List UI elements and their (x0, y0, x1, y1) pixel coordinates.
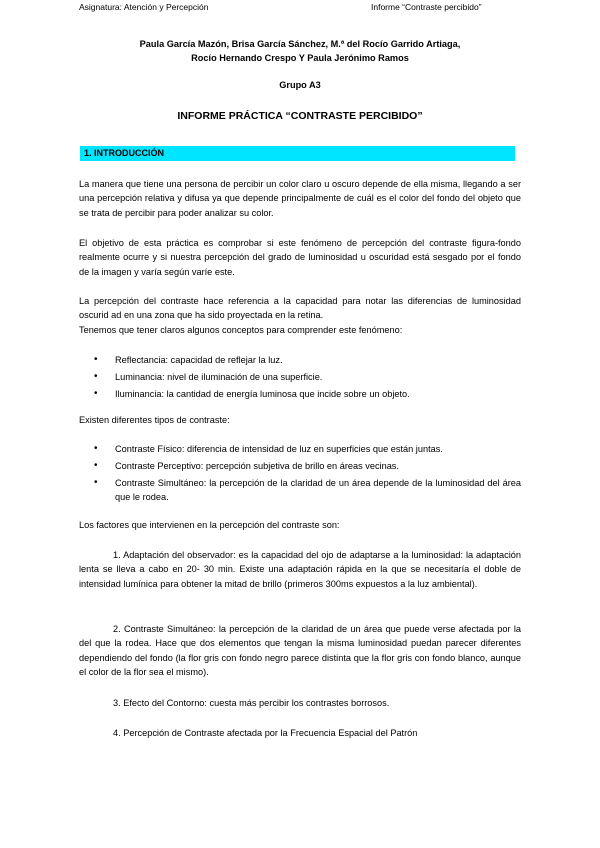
factor-3-contour: 3. Efecto del Contorno: cuesta más percibir los contrastes borrosos. (113, 698, 390, 708)
list-item: • Luminancia: nivel de iluminación de una superficie. (79, 370, 521, 384)
header-report-title: Informe “Contraste percibido” (371, 2, 482, 12)
paragraph-intro-1: La manera que tiene una persona de percibir un color claro u oscuro depende de ella misma, llegando a ser una percepción relativa y difusa ya que depende principalmente de cuál es el color del fondo del objeto que se trata de percibir para poder analizar su color. (79, 179, 521, 218)
factor-2-simultaneous-contrast: 2. Contraste Simultáneo: la percepción de la claridad de un área que puede verse afectada por la del que la rodea. Hace que dos elementos que tengan la misma luminosidad puedan parecer diferentes dependiendo del fondo (la flor gris con fondo negro parece distinta que la flor gris con fondo blanco, aunque el color de la flor sea el mismo). (79, 624, 521, 677)
paragraph-concepts-intro: Tenemos que tener claros algunos conceptos para comprender este fenómeno: (79, 324, 403, 335)
paragraph-contrast-definition (79, 294, 521, 337)
paragraph-factors-intro: Los factores que intervienen en la percepción del contraste son: (79, 520, 340, 530)
list-item: • Contraste Físico: diferencia de intensidad de luz en superficies que están juntas. (79, 442, 521, 456)
list-item: • Iluminancia: la cantidad de energía luminosa que incide sobre un objeto. (79, 387, 521, 401)
factor-4-spatial-frequency: 4. Percepción de Contraste afectada por la Frecuencia Espacial del Patrón (113, 728, 418, 738)
header-subject: Asignatura: Atención y Percepción (79, 2, 209, 12)
factor-1-adaptation: 1. Adaptación del observador: es la capacidad del ojo de adaptarse a la luminosidad: la adaptación lenta se lleva a cabo en 20- 30 min. Existe una adaptación rápida en la que se necesitaría el doble de intensidad lumínica para obtener la mitad de brillo (primeros 300ms expuestos a la luz ambiental). (79, 550, 521, 589)
list-item: • Contraste Perceptivo: percepción subjetiva de brillo en áreas vecinas. (79, 459, 521, 473)
group-label: Grupo A3 (279, 80, 321, 90)
authors-block (0, 37, 600, 65)
paragraph-types-intro: Existen diferentes tipos de contraste: (79, 415, 230, 425)
authors-line-2: Rocío Hernando Crespo Y Paula Jerónimo Ramos (191, 53, 409, 63)
list-item: • Contraste Simultáneo: la percepción de la claridad de un área depende de la luminosidad del área que le rodea. (79, 476, 521, 505)
paragraph-contrast-definition-text: La percepción del contraste hace referencia a la capacidad para notar las diferencias de luminosidad oscurid ad en una zona que ha sido proyectada en la retina. (79, 296, 521, 321)
section-heading-text: 1. INTRODUCCIÓN (84, 148, 165, 158)
authors-line-1: Paula García Mazón, Brisa García Sánchez, M.ª del Rocío Garrido Artiaga, (139, 39, 461, 49)
section-heading-introduccion (80, 146, 515, 161)
list-item: • Reflectancia: capacidad de reflejar la luz. (79, 353, 521, 367)
contrast-types-list (79, 442, 521, 507)
paragraph-objective: El objetivo de esta práctica es comprobar si este fenómeno de percepción del contraste figura-fondo realmente ocurre y si nuestra percepción del grado de luminosidad u oscuridad está sesgado por el fondo de la imagen y varía según varíe este. (79, 238, 521, 277)
concepts-list (79, 353, 521, 403)
document-title: INFORME PRÁCTICA “CONTRASTE PERCIBIDO” (177, 110, 423, 122)
